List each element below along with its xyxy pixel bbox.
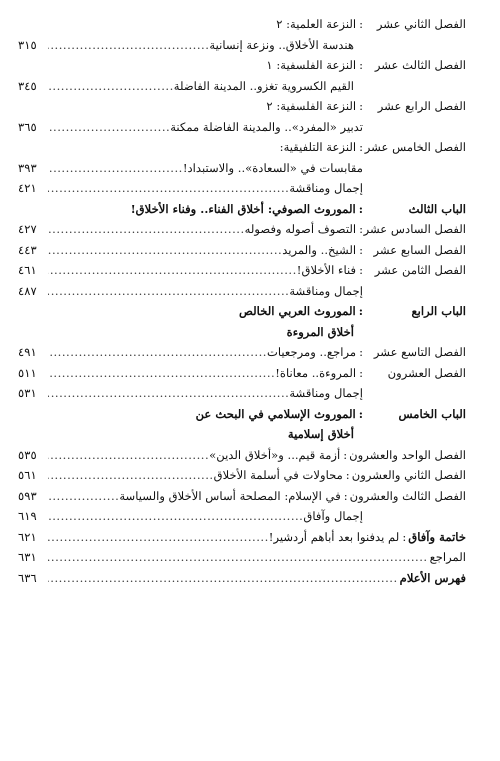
toc-entry-title: الشيخ.. والمريد	[282, 242, 357, 257]
toc-entry-title: النزعة الفلسفية: ٢	[266, 99, 357, 113]
toc-entry	[18, 76, 466, 97]
toc-leader-dots	[48, 281, 289, 302]
toc-entry-label: الفصل الثالث والعشرون	[349, 488, 466, 503]
toc-page-number: ٤٢٧	[18, 222, 37, 236]
toc-entry-label: الفصل الثاني عشر	[376, 17, 466, 31]
toc-leader-dots	[48, 76, 174, 97]
toc-leader-dots	[48, 240, 282, 261]
toc-separator: :	[358, 304, 363, 318]
toc-leader-dots	[48, 568, 398, 589]
toc-leader-dots	[48, 158, 183, 179]
toc-entry	[18, 199, 466, 220]
toc-page-number: ٣١٥	[18, 37, 37, 52]
toc-entry-title: لم يدفنوا بعد أباهم أردشير!	[268, 529, 400, 544]
toc-entry-label: الفصل الثالث عشر	[374, 58, 466, 72]
toc-leader-dots	[48, 465, 214, 486]
toc-separator: :	[359, 58, 363, 72]
toc-separator: :	[359, 365, 363, 380]
toc-separator: :	[359, 99, 363, 113]
toc-leader-dots	[48, 547, 428, 568]
toc-page-number: ٤٨٧	[18, 283, 37, 298]
toc-leader-dots	[48, 260, 297, 281]
toc-separator: :	[343, 488, 348, 503]
toc-entry-title: إجمال ومناقشة	[289, 181, 363, 195]
toc-entry-label: الفصل العشرون	[387, 365, 466, 380]
toc-entry-title: النزعة الفلسفية: ١	[266, 58, 357, 72]
toc-page-number: ٦٣٦	[18, 570, 37, 585]
toc-entry	[18, 281, 466, 302]
toc-leader-dots	[48, 486, 119, 507]
toc-entry-title: في الإسلام: المصلحة أساس الأخلاق والسياسة	[119, 488, 341, 503]
toc-entry-title: فناء الأخلاق!	[296, 263, 357, 277]
toc-entry-title: مراجع.. ومرجعيات	[266, 345, 357, 359]
toc-entry-title: إجمال وآفاق	[303, 509, 363, 523]
toc-leader-dots	[48, 363, 275, 384]
toc-entry-label: الفصل الرابع عشر	[377, 99, 466, 113]
toc-entry	[18, 96, 466, 117]
toc-entry-title: الموروث العربي الخالص	[238, 304, 356, 318]
toc-entry-title: إجمال ومناقشة	[289, 283, 363, 298]
toc-separator: :	[359, 263, 363, 277]
toc-leader-dots	[48, 117, 170, 138]
toc-entry	[18, 486, 466, 507]
toc-entry	[18, 14, 466, 35]
toc-entry-label: الباب الثالث	[408, 201, 466, 216]
toc-separator: :	[358, 406, 363, 421]
toc-entry	[18, 404, 466, 425]
toc-entry	[18, 240, 466, 261]
toc-entry-title: النزعة التلفيقية:	[279, 140, 357, 154]
toc-leader-dots	[48, 445, 209, 466]
toc-entry	[18, 445, 466, 466]
toc-entry-label: فهرس الأعلام	[399, 570, 466, 585]
toc-entry	[18, 322, 466, 343]
toc-entry-label: الفصل السابع عشر	[373, 242, 466, 257]
toc-entry-label: المراجع	[429, 550, 466, 564]
toc-page-number: ٦١٩	[18, 509, 37, 523]
toc-entry	[18, 363, 466, 384]
toc-entry-label: الفصل السادس عشر	[363, 222, 466, 236]
toc-page-number: ٣٦٥	[18, 119, 37, 134]
toc-entry	[18, 55, 466, 76]
toc-page-number: ٥٣٥	[18, 447, 37, 462]
toc-entry-title: تدبير «المفرد».. والمدينة الفاضلة ممكنة	[170, 119, 363, 134]
toc-entry-label: الفصل التاسع عشر	[373, 345, 466, 359]
toc-entry	[18, 568, 466, 589]
toc-entry	[18, 219, 466, 240]
toc-separator: :	[359, 222, 363, 236]
toc-entry	[18, 506, 466, 527]
toc-separator: :	[343, 447, 348, 462]
toc-separator: :	[402, 529, 407, 544]
toc-leader-dots	[48, 342, 267, 363]
toc-page-number: ٣٩٣	[18, 160, 37, 175]
toc-leader-dots	[48, 178, 289, 199]
toc-separator: :	[345, 468, 350, 482]
toc-entry	[18, 342, 466, 363]
toc-entry-title: هندسة الأخلاق.. ونزعة إنسانية	[209, 37, 354, 52]
toc-entry	[18, 424, 466, 445]
table-of-contents	[18, 14, 466, 588]
toc-entry	[18, 35, 466, 56]
toc-entry-title: الموروث الإسلامي في البحث عن	[195, 406, 356, 421]
toc-entry	[18, 527, 466, 548]
toc-entry-label: الفصل الثامن عشر	[374, 263, 466, 277]
toc-page-number: ٤٦١	[18, 263, 37, 277]
toc-entry-label: الباب الخامس	[398, 406, 466, 421]
toc-page-number: ٥٣١	[18, 386, 37, 400]
toc-entry	[18, 383, 466, 404]
toc-page-number: ٤٩١	[18, 345, 37, 359]
toc-entry-title: النزعة العلمية: ٢	[276, 17, 357, 31]
toc-entry-title: أزمة قيم... و«أخلاق الدين»	[209, 447, 341, 462]
toc-page-number: ٦٢١	[18, 529, 37, 544]
toc-entry	[18, 301, 466, 322]
toc-entry-title: مقابسات في «السعادة».. والاستبداد!	[182, 160, 363, 175]
toc-entry	[18, 158, 466, 179]
toc-entry	[18, 465, 466, 486]
toc-entry-label: الفصل الخامس عشر	[364, 140, 466, 154]
toc-entry	[18, 260, 466, 281]
toc-entry-title: المروءة.. معاناة!	[275, 365, 357, 380]
toc-page-number: ٤٤٣	[18, 242, 37, 257]
toc-entry	[18, 117, 466, 138]
toc-leader-dots	[48, 527, 269, 548]
toc-page-number: ٥١١	[18, 365, 37, 380]
toc-page-number: ٣٤٥	[18, 78, 37, 93]
toc-leader-dots	[48, 35, 209, 56]
toc-entry-title: القيم الكسروية تغزو.. المدينة الفاضلة	[173, 78, 354, 93]
toc-leader-dots	[48, 506, 303, 527]
toc-entry-title: محاولات في أسلمة الأخلاق	[213, 468, 343, 482]
toc-separator: :	[359, 140, 363, 154]
toc-leader-dots	[48, 383, 289, 404]
toc-page-number: ٥٦١	[18, 468, 37, 482]
toc-entry-label: خاتمة وآفاق	[408, 529, 466, 544]
toc-entry	[18, 137, 466, 158]
toc-entry-label: الفصل الثاني والعشرون	[351, 468, 466, 482]
toc-entry-title: التصوف أصوله وفصوله	[244, 222, 357, 236]
toc-entry-title: أخلاق المروءة	[286, 324, 354, 339]
toc-separator: :	[359, 242, 363, 257]
toc-entry-label: الباب الرابع	[411, 304, 466, 318]
toc-entry-title: إجمال ومناقشة	[289, 386, 363, 400]
toc-entry-title: أخلاق إسلامية	[287, 427, 354, 441]
toc-entry	[18, 178, 466, 199]
toc-page-number: ٦٣١	[18, 550, 37, 564]
toc-separator: :	[359, 345, 363, 359]
toc-leader-dots	[48, 219, 245, 240]
toc-entry-label: الفصل الواحد والعشرون	[349, 447, 466, 462]
toc-separator: :	[358, 201, 363, 216]
toc-entry-title: الموروث الصوفي: أخلاق الفناء.. وفناء الأخلاق!	[130, 201, 356, 216]
toc-separator: :	[359, 17, 363, 31]
toc-page-number: ٥٩٣	[18, 488, 37, 503]
toc-entry	[18, 547, 466, 568]
toc-page-number: ٤٢١	[18, 181, 37, 195]
